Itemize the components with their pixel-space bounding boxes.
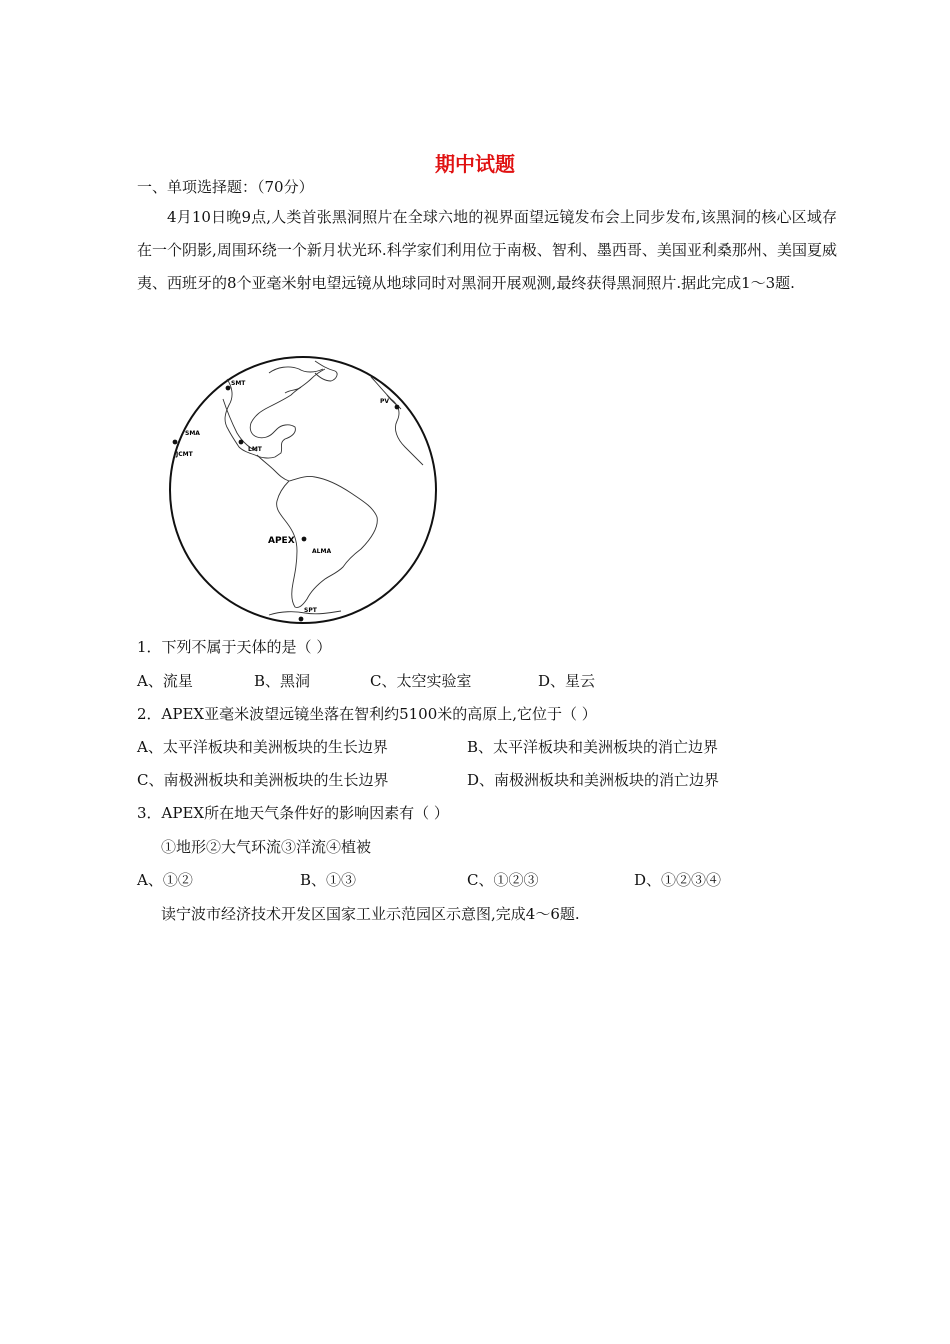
lmt-label: LMT bbox=[248, 446, 262, 453]
spt-station bbox=[299, 617, 304, 622]
question-2-stem: 2．APEX亚毫米波望远镜坐落在智利约5100米的高原上,它位于（ ） bbox=[137, 705, 597, 723]
central-america-coast bbox=[257, 455, 289, 481]
q1-option-a: A、流星 bbox=[137, 672, 193, 690]
apex-label: APEX bbox=[268, 536, 295, 546]
alma-label: ALMA bbox=[312, 548, 332, 555]
spt-label: SPT bbox=[304, 607, 317, 614]
q3-factors: ①地形②大气环流③洋流④植被 bbox=[161, 838, 372, 856]
intro-paragraph: 4月10日晚9点,人类首张黑洞照片在全球六地的视界面望远镜发布会上同步发布,该黑洞的核心区域存在一个阴影,周围环绕一个新月状光环.科学家们利用位于南极、智利、墨西哥、美国亚利桑那州、美国夏威夷、西班牙的8个亚毫米射电望远镜从地球同时对黑洞开展观测,最终获得黑洞照片.据此完成1～3题. bbox=[137, 208, 837, 292]
apex-station bbox=[302, 537, 307, 542]
page-title: 期中试题 bbox=[435, 152, 515, 176]
lmt-station bbox=[239, 440, 244, 445]
sma-station bbox=[173, 440, 178, 445]
q3-option-a: A、①② bbox=[137, 871, 193, 889]
q1-option-c: C、太空实验室 bbox=[370, 672, 472, 690]
q2-option-a: A、太平洋板块和美洲板块的生长边界 bbox=[137, 738, 388, 756]
smt-station bbox=[226, 386, 231, 391]
q1-option-b: B、黑洞 bbox=[254, 672, 311, 690]
globe-map bbox=[165, 355, 441, 625]
sma-label: SMA bbox=[185, 430, 200, 437]
q1-option-d: D、星云 bbox=[538, 672, 596, 690]
section-heading: 一、单项选择题：（70分） bbox=[137, 178, 314, 196]
q3-option-d: D、①②③④ bbox=[634, 871, 722, 889]
pv-station bbox=[395, 405, 400, 410]
jcmt-label: JCMT bbox=[176, 451, 193, 458]
globe-outline bbox=[170, 357, 436, 623]
pv-label: PV bbox=[380, 398, 390, 405]
question-3-stem: 3．APEX所在地天气条件好的影响因素有（ ） bbox=[137, 804, 449, 822]
q2-option-b: B、太平洋板块和美洲板块的消亡边界 bbox=[467, 738, 719, 756]
q3-option-c: C、①②③ bbox=[467, 871, 539, 889]
intro-paragraph-2: 读宁波市经济技术开发区国家工业示范园区示意图,完成4～6题. bbox=[161, 905, 580, 923]
q3-option-b: B、①③ bbox=[300, 871, 357, 889]
europe-africa-coast bbox=[371, 377, 423, 465]
great-lakes bbox=[269, 367, 323, 393]
question-1-stem: 1．下列不属于天体的是（ ） bbox=[137, 638, 332, 656]
q2-option-c: C、南极洲板块和美洲板块的生长边界 bbox=[137, 771, 389, 789]
q2-option-d: D、南极洲板块和美洲板块的消亡边界 bbox=[467, 771, 720, 789]
smt-label: SMT bbox=[231, 380, 246, 387]
